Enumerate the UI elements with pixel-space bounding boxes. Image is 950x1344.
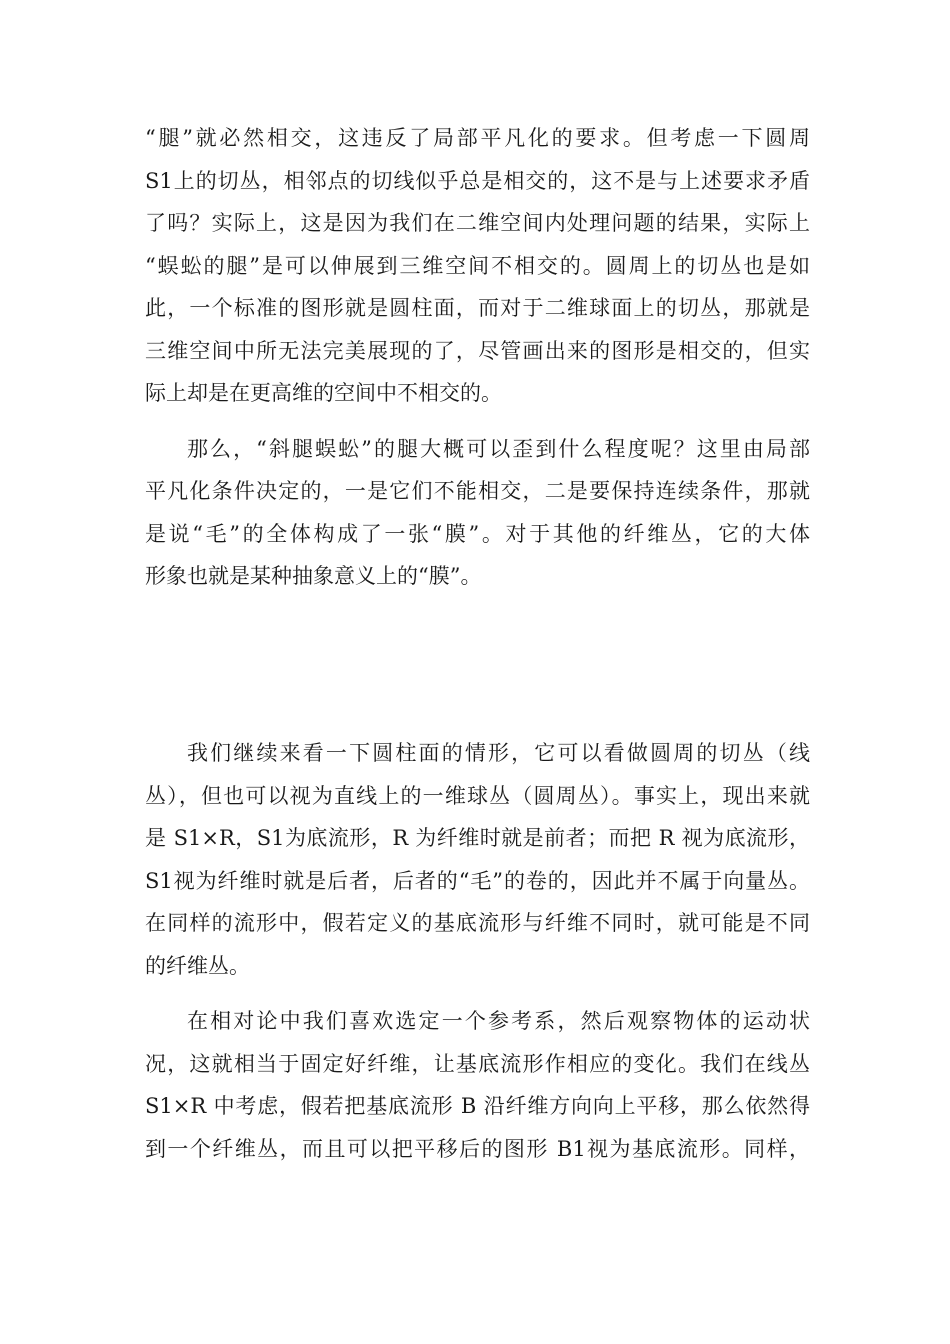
text-line: 丛），但也可以视为直线上的一维球丛（圆周丛）。事实上，现出来就 xyxy=(145,783,810,808)
text-line: S1×R 中考虑，假若把基底流形 B 沿纤维方向向上平移，那么依然得 xyxy=(145,1094,810,1118)
paragraph xyxy=(145,428,810,598)
text-line: 形象也就是某种抽象意义上的“膜”。 xyxy=(145,564,482,588)
text-line: 在同样的流形中，假若定义的基底流形与纤维不同时，就可能是不同 xyxy=(145,911,810,935)
paragraph xyxy=(145,732,810,987)
text-line: S1上的切丛，相邻点的切线似乎总是相交的，这不是与上述要求矛盾 xyxy=(145,168,810,193)
text-line: 是说“毛”的全体构成了一张“膜”。对于其他的纤维丛，它的大体 xyxy=(145,521,810,546)
text-line: S1视为纤维时就是后者，后者的“毛”的卷的，因此并不属于向量丛。 xyxy=(145,868,810,893)
text-line: 际上却是在更高维的空间中不相交的。 xyxy=(145,381,502,405)
text-line: 此，一个标准的图形就是圆柱面，而对于二维球面上的切丛，那就是 xyxy=(145,296,810,320)
text-line: 的纤维丛。 xyxy=(145,953,250,978)
text-line: 到一个纤维丛，而且可以把平移后的图形 B1视为基底流形。同样， xyxy=(145,1136,810,1161)
text-line: 三维空间中所无法完美展现的了，尽管画出来的图形是相交的，但实 xyxy=(145,338,810,363)
paragraph xyxy=(145,117,810,415)
text-line: “蜈蚣的腿”是可以伸展到三维空间不相交的。圆周上的切丛也是如 xyxy=(145,253,810,278)
text-line: 我们继续来看一下圆柱面的情形，它可以看做圆周的切丛（线 xyxy=(187,741,810,765)
text-block-lower xyxy=(145,732,810,1170)
text-line: 是 S1×R，S1为底流形，R 为纤维时就是前者；而把 R 视为底流形， xyxy=(145,826,810,850)
text-block-upper xyxy=(145,117,810,598)
text-line: 平凡化条件决定的，一是它们不能相交，二是要保持连续条件，那就 xyxy=(145,479,810,503)
text-line: 在相对论中我们喜欢选定一个参考系，然后观察物体的运动状 xyxy=(187,1009,810,1033)
paragraph xyxy=(145,1000,810,1170)
text-line: 那么，“斜腿蜈蚣”的腿大概可以歪到什么程度呢？这里由局部 xyxy=(187,436,810,461)
text-line: 况，这就相当于固定好纤维，让基底流形作相应的变化。我们在线丛 xyxy=(145,1051,810,1076)
text-line: “腿”就必然相交，这违反了局部平凡化的要求。但考虑一下圆周 xyxy=(145,126,810,150)
text-line: 了吗？实际上，这是因为我们在二维空间内处理问题的结果，实际上 xyxy=(145,211,810,235)
